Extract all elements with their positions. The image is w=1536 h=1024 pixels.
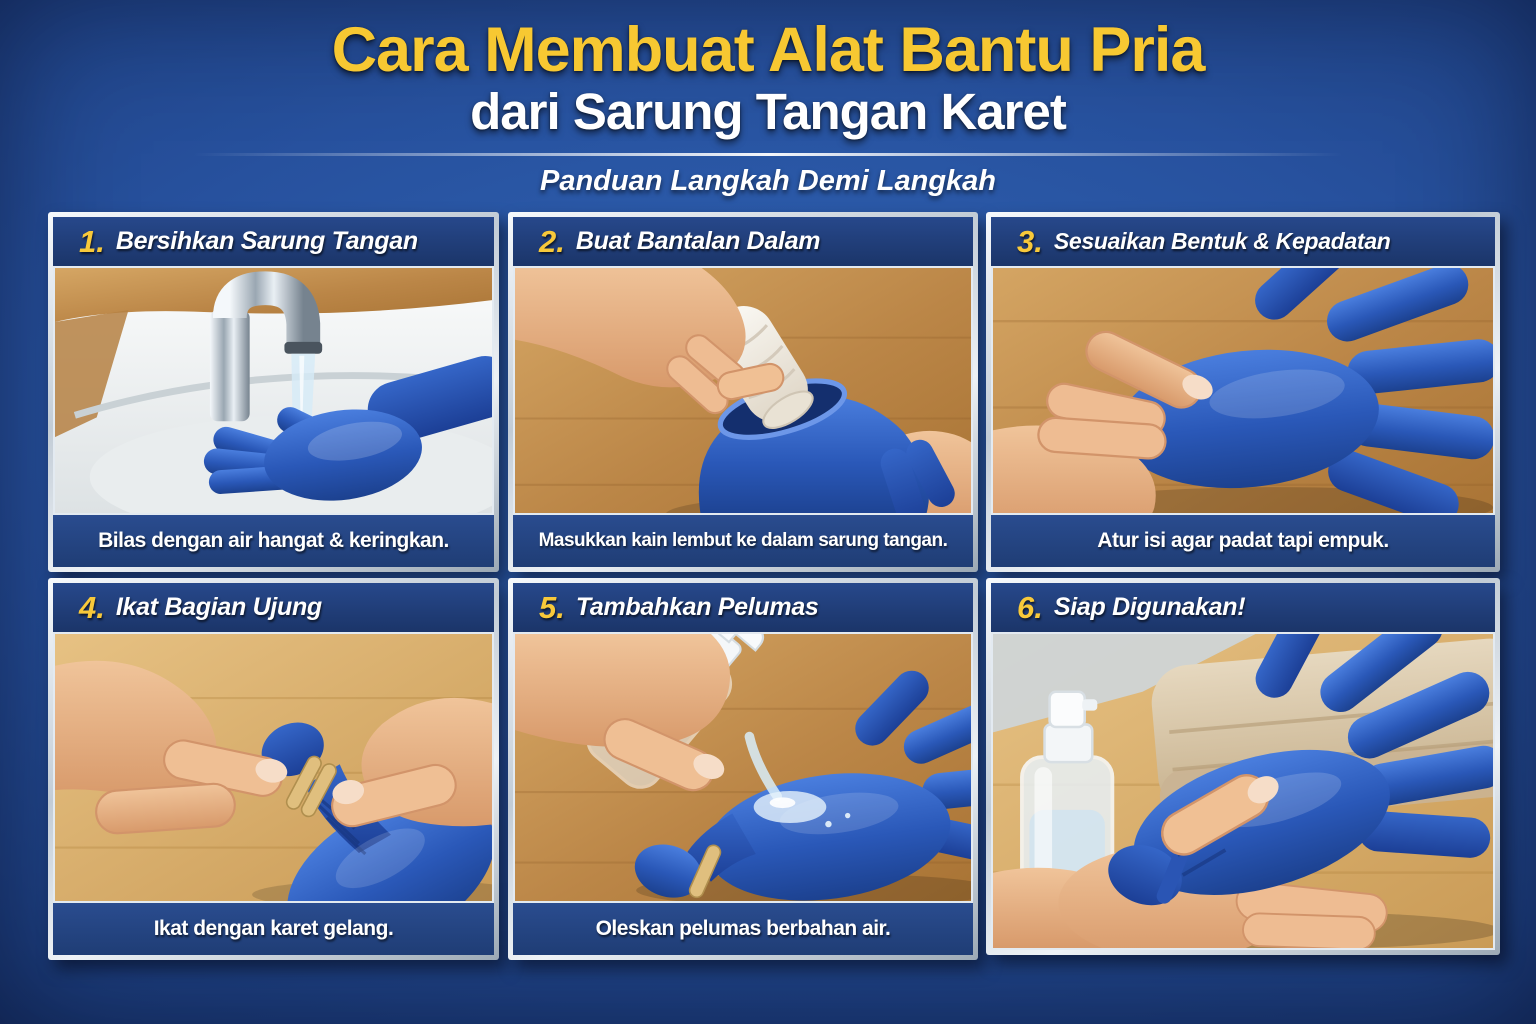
step-2-number: 2. xyxy=(539,224,565,259)
step-1-number: 1. xyxy=(79,224,105,259)
step-5-photo-applying-lubricant xyxy=(513,632,973,903)
step-4-caption xyxy=(53,903,494,955)
step-4-header xyxy=(53,583,494,632)
step-panel-6 xyxy=(986,578,1500,955)
step-6-header xyxy=(991,583,1495,632)
step-1-caption-text: Bilas dengan air hangat & keringkan. xyxy=(98,529,449,552)
poster-title-line1: Cara Membuat Alat Bantu Pria xyxy=(331,15,1205,85)
step-1-caption xyxy=(53,515,494,567)
title-divider xyxy=(193,153,1343,156)
step-1-title: Bersihkan Sarung Tangan xyxy=(115,227,418,255)
step-5-caption-text: Oleskan pelumas berbahan air. xyxy=(595,917,891,940)
step-3-number: 3. xyxy=(1017,224,1043,259)
step-6-number: 6. xyxy=(1017,590,1043,625)
step-panel-5 xyxy=(508,578,978,960)
step-5-caption xyxy=(513,903,973,955)
step-1-header xyxy=(53,217,494,266)
step-6-title: Siap Digunakan! xyxy=(1053,593,1246,621)
step-2-header xyxy=(513,217,973,266)
step-2-title: Buat Bantalan Dalam xyxy=(575,227,821,255)
step-3-title: Sesuaikan Bentuk & Kepadatan xyxy=(1053,228,1391,254)
step-2-caption-text: Masukkan kain lembut ke dalam sarung tangan. xyxy=(538,530,948,551)
step-3-caption xyxy=(991,515,1495,567)
step-4-caption-text: Ikat dengan karet gelang. xyxy=(153,917,394,940)
step-5-title: Tambahkan Pelumas xyxy=(575,593,819,621)
step-2-caption xyxy=(513,515,973,567)
step-panel-3 xyxy=(986,212,1500,572)
poster-subtitle: Panduan Langkah Demi Langkah xyxy=(539,165,997,197)
step-3-photo-shaping-glove xyxy=(991,266,1495,515)
step-5-header xyxy=(513,583,973,632)
step-3-caption-text: Atur isi agar padat tapi empuk. xyxy=(1097,529,1389,552)
step-1-photo-washing-glove xyxy=(53,266,494,515)
step-3-header xyxy=(991,217,1495,266)
step-5-number: 5. xyxy=(539,590,565,625)
step-6-photo-finished-device xyxy=(991,632,1495,950)
poster-masthead xyxy=(0,0,1536,198)
step-4-number: 4. xyxy=(79,590,105,625)
step-4-photo-tying-band xyxy=(53,632,494,903)
step-panel-2 xyxy=(508,212,978,572)
step-panel-1 xyxy=(48,212,499,572)
step-4-title: Ikat Bagian Ujung xyxy=(115,593,322,621)
step-panel-4 xyxy=(48,578,499,960)
step-2-photo-stuffing-towel xyxy=(513,266,973,515)
poster-title-line2: dari Sarung Tangan Karet xyxy=(470,83,1066,140)
